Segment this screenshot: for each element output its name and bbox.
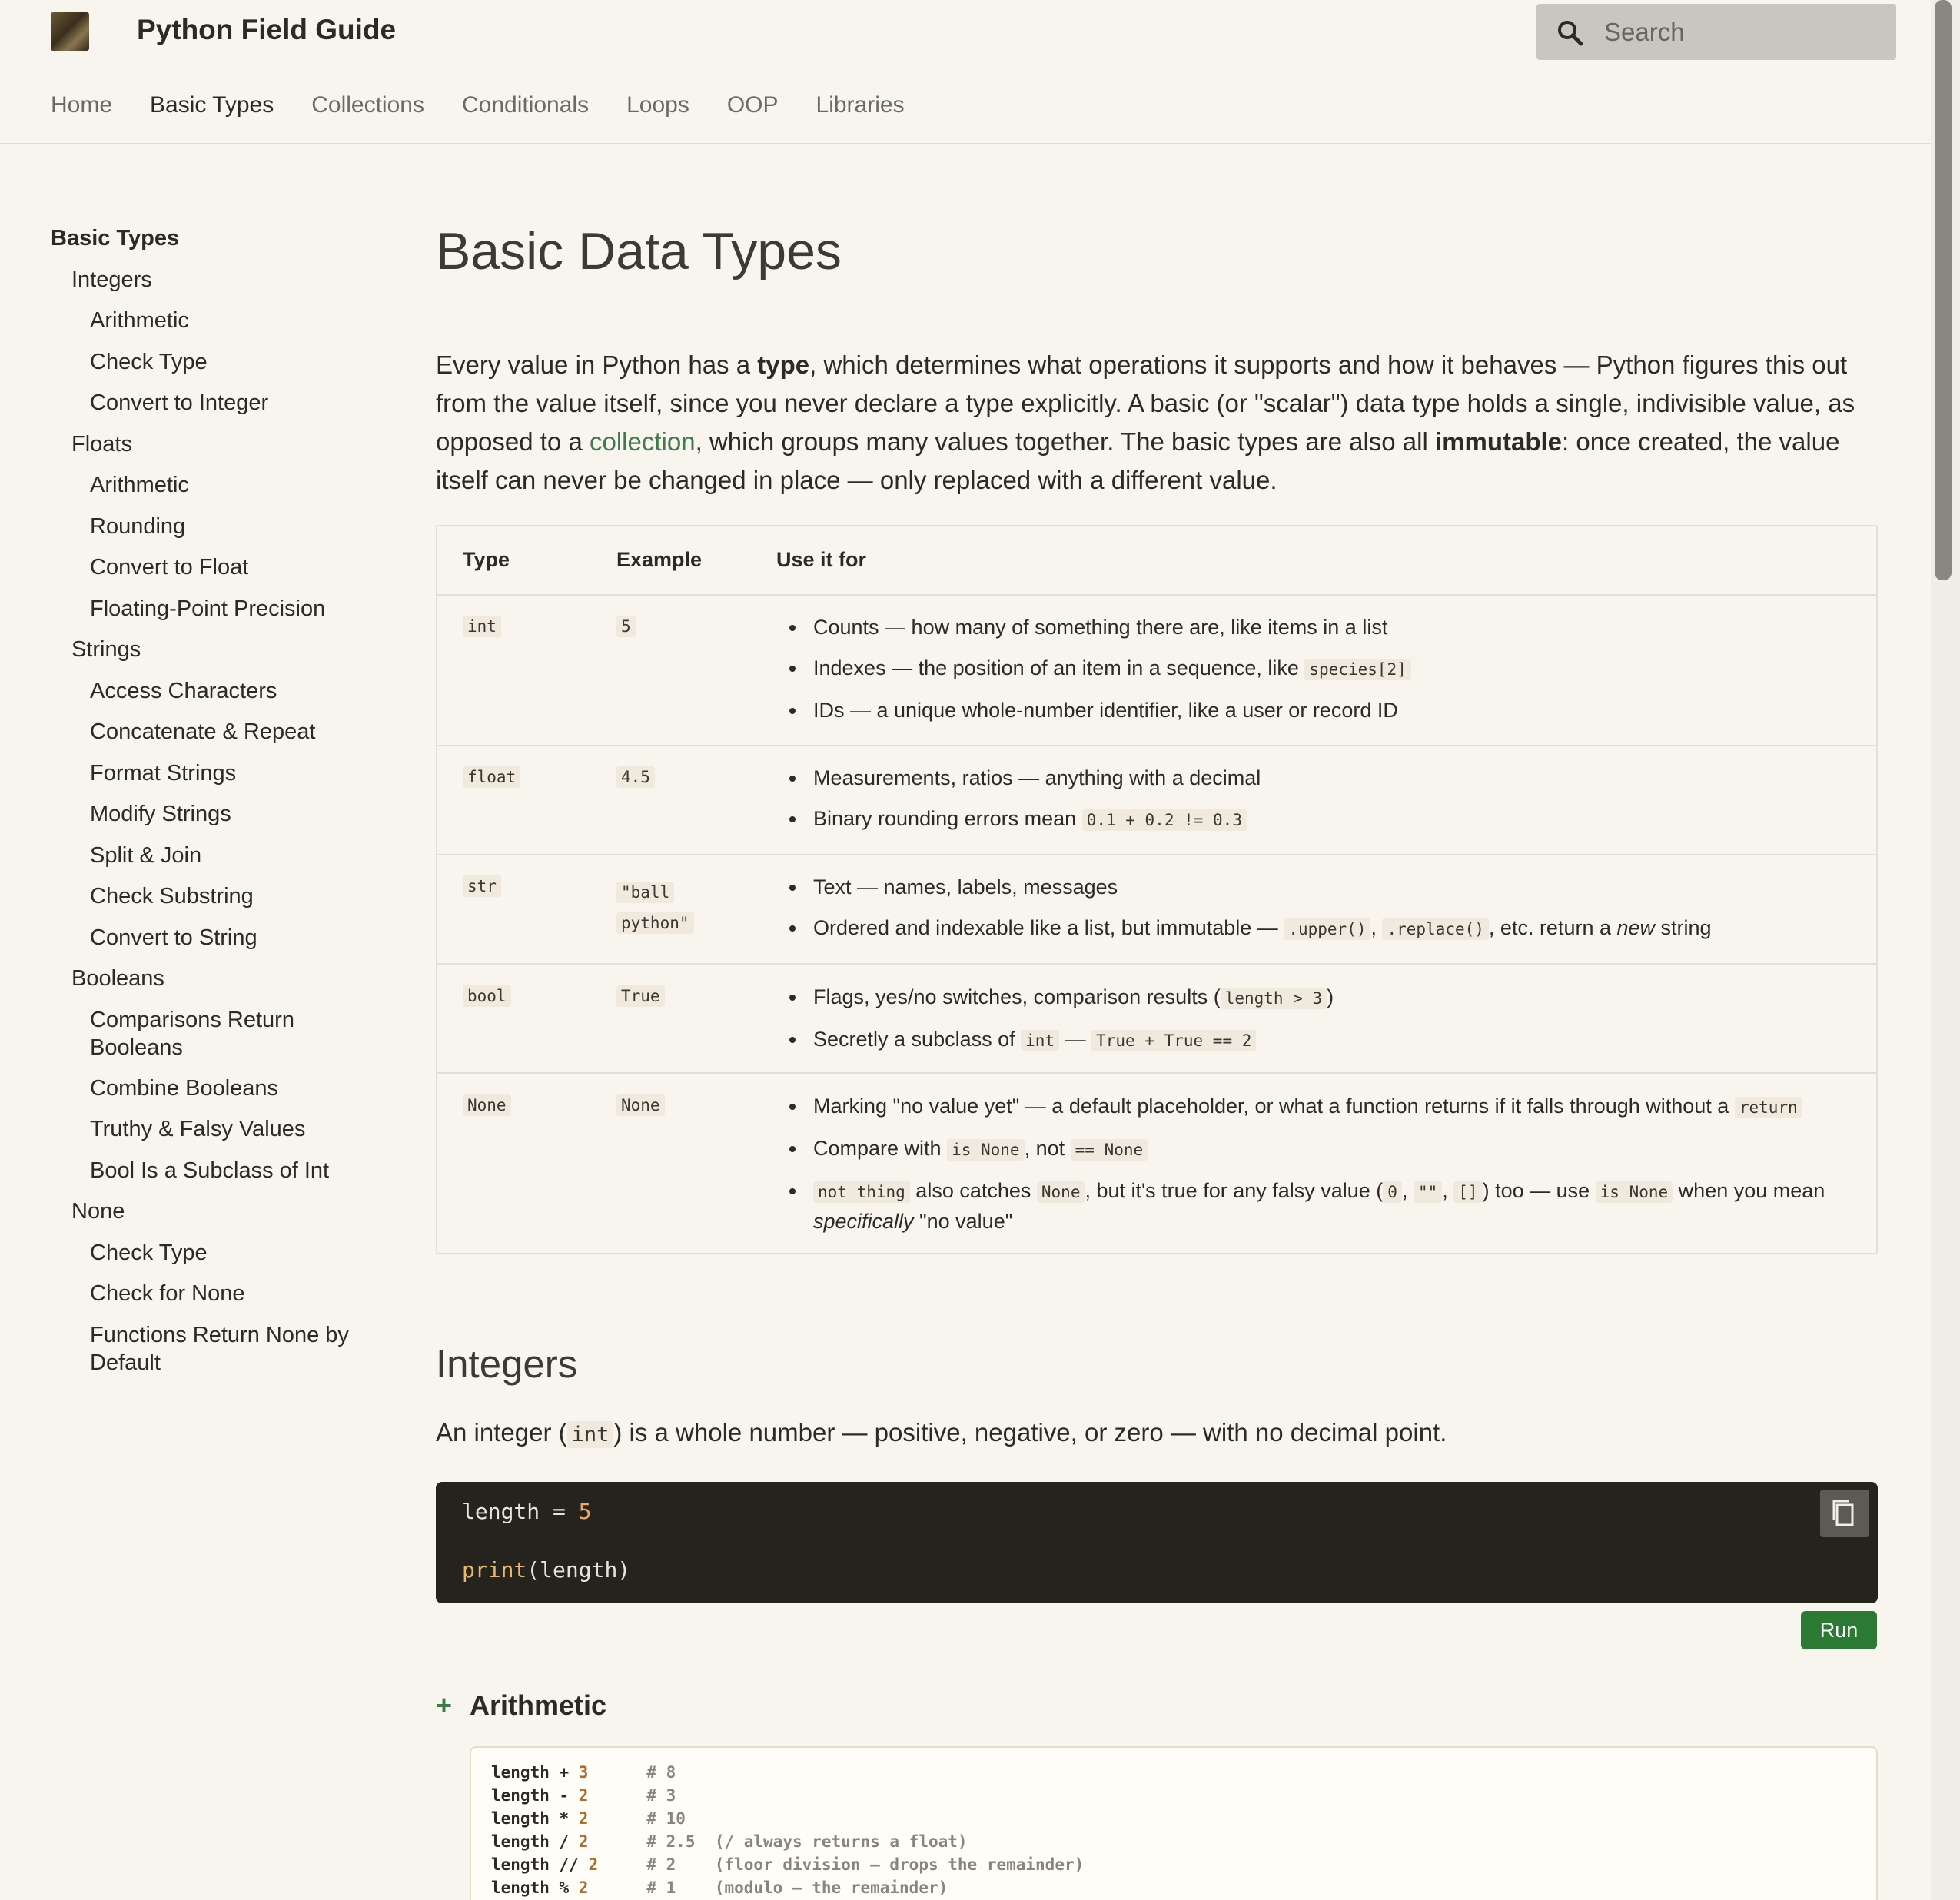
nav-libraries[interactable]: Libraries — [816, 92, 905, 118]
table-cell-type: float — [463, 768, 520, 786]
table-header-use-it-for: Use it for — [776, 548, 867, 571]
intro-paragraph: Every value in Python has a type, which determines what operations it supports and how it behaves — Python figures this out from the value itself, since you never declare a type explicitly. A basic (or "scalar") data type holds a single, indivisible value, as opposed to a collection, which groups many values together. The basic types are also all immutable: once created, the value itself can never be changed in place — only replaced with a different value. — [436, 350, 1855, 494]
table-cell-example: None — [616, 1096, 665, 1114]
sidebar-item-concatenate-repeat[interactable]: Concatenate & Repeat — [90, 719, 316, 744]
search-input[interactable] — [1604, 4, 1881, 60]
sidebar-item-bool-subclass-int[interactable]: Bool Is a Subclass of Int — [90, 1158, 330, 1183]
sidebar-item-basic-types[interactable]: Basic Types — [51, 226, 180, 251]
nav-collections[interactable]: Collections — [311, 92, 424, 118]
code-line: length * 2 # 10 — [491, 1809, 686, 1828]
sidebar-item-int-arithmetic[interactable]: Arithmetic — [90, 308, 189, 333]
code-editor[interactable] — [436, 1482, 1878, 1603]
sidebar-item-int-check-type[interactable]: Check Type — [90, 350, 208, 374]
sidebar-item-split-join[interactable]: Split & Join — [90, 843, 202, 868]
nav-loops[interactable]: Loops — [626, 92, 689, 118]
list-item: IDs — a unique whole-number identifier, like a user or record ID — [776, 696, 1829, 725]
code-line: length + 3 # 8 — [491, 1763, 676, 1782]
table-header-example: Example — [616, 548, 703, 571]
code-line: length // 2 # 2 (floor division — drops the remainder) — [491, 1855, 1085, 1874]
sidebar-item-booleans[interactable]: Booleans — [71, 966, 164, 991]
str-uses-list — [776, 872, 1829, 955]
float-uses-list — [776, 763, 1829, 846]
page-title: Basic Data Types — [436, 222, 842, 281]
sidebar-item-floats[interactable]: Floats — [71, 432, 132, 457]
sidebar-item-check-for-none[interactable]: Check for None — [90, 1281, 245, 1306]
table-cell-type: int — [463, 617, 501, 636]
subsection-heading-arithmetic[interactable]: Arithmetic — [470, 1689, 607, 1721]
list-item: Indexes — the position of an item in a sequence, like species[2] — [776, 653, 1829, 684]
sidebar-item-combine-booleans[interactable]: Combine Booleans — [90, 1076, 279, 1101]
list-item: not thing also catches None , but it's true for any falsy value ( 0 , "" , [] ) too — use is None when you mean specifically "no value" — [776, 1176, 1829, 1236]
sidebar-item-rounding[interactable]: Rounding — [90, 514, 186, 539]
sidebar-item-none[interactable]: None — [71, 1199, 125, 1224]
list-item: Marking "no value yet" — a default placeholder, or what a function returns if it falls through without a return — [776, 1091, 1829, 1122]
code-line: length - 2 # 3 — [491, 1786, 676, 1805]
site-header — [0, 0, 1931, 144]
list-item: Secretly a subclass of int — True + True == 2 — [776, 1025, 1829, 1055]
int-uses-list — [776, 613, 1829, 736]
arithmetic-code-example — [470, 1746, 1878, 1900]
sidebar-item-functions-return-none[interactable]: Functions Return None by Default — [90, 1323, 349, 1375]
sidebar-item-access-characters[interactable]: Access Characters — [90, 679, 277, 703]
section-heading-integers: Integers — [436, 1342, 578, 1386]
nav-home[interactable]: Home — [51, 92, 113, 118]
code-line: length = 5 — [462, 1499, 592, 1524]
none-uses-list — [776, 1091, 1829, 1247]
sidebar-item-convert-to-string[interactable]: Convert to String — [90, 925, 257, 950]
copy-button[interactable] — [1820, 1490, 1869, 1537]
search-box[interactable] — [1536, 4, 1896, 60]
sidebar-item-truthy-falsy[interactable]: Truthy & Falsy Values — [90, 1117, 306, 1141]
sidebar-item-format-strings[interactable]: Format Strings — [90, 761, 237, 786]
list-item: Text — names, labels, messages — [776, 872, 1829, 902]
sidebar-item-convert-to-float[interactable]: Convert to Float — [90, 555, 249, 580]
list-item: Measurements, ratios — anything with a decimal — [776, 763, 1829, 792]
copy-icon — [1820, 1490, 1869, 1537]
site-title[interactable]: Python Field Guide — [137, 14, 397, 45]
nav-basic-types[interactable]: Basic Types — [150, 92, 274, 118]
table-cell-example: True — [616, 987, 665, 1005]
sidebar-item-float-arithmetic[interactable]: Arithmetic — [90, 473, 189, 497]
run-button[interactable]: Run — [1801, 1611, 1877, 1649]
scrollbar-thumb[interactable] — [1935, 0, 1952, 580]
table-cell-type: str — [463, 877, 501, 895]
sidebar-item-floating-point-precision[interactable]: Floating-Point Precision — [90, 596, 326, 621]
table-cell-example: "ball python" — [616, 877, 694, 938]
nav-conditionals[interactable]: Conditionals — [461, 92, 590, 118]
sidebar-item-strings[interactable]: Strings — [71, 637, 141, 662]
code-line: length % 2 # 1 (modulo — the remainder) — [491, 1878, 948, 1897]
bool-uses-list — [776, 982, 1829, 1067]
sidebar-item-modify-strings[interactable]: Modify Strings — [90, 802, 231, 826]
sidebar-item-none-check-type[interactable]: Check Type — [90, 1241, 208, 1265]
sidebar-item-check-substring[interactable]: Check Substring — [90, 884, 254, 908]
list-item: Counts — how many of something there are, like items in a list — [776, 613, 1829, 642]
sidebar-item-convert-to-integer[interactable]: Convert to Integer — [90, 390, 269, 415]
main-nav — [51, 92, 942, 118]
list-item: Compare with is None , not == None — [776, 1134, 1829, 1164]
basic-types-table — [436, 525, 1878, 1254]
table-cell-type: bool — [463, 987, 511, 1005]
nav-oop[interactable]: OOP — [726, 92, 779, 118]
sidebar-item-integers[interactable]: Integers — [71, 267, 152, 292]
search-icon — [1555, 18, 1586, 48]
collection-link[interactable]: collection — [590, 427, 696, 456]
table-header-type: Type — [463, 548, 510, 571]
table-cell-example: 4.5 — [616, 768, 655, 786]
integers-description: An integer ( int ) is a whole number — positive, negative, or zero — with no decimal point. — [436, 1418, 1447, 1447]
code-line: length / 2 # 2.5 (/ always returns a float) — [491, 1832, 968, 1851]
list-item: Flags, yes/no switches, comparison results ( length > 3 ) — [776, 982, 1829, 1013]
table-cell-example: 5 — [616, 617, 636, 636]
expand-icon[interactable]: + — [436, 1689, 453, 1721]
list-item: Ordered and indexable like a list, but immutable — .upper() , .replace() , etc. return a new string — [776, 913, 1829, 944]
sidebar-item-comparisons-return-booleans[interactable]: Comparisons Return Booleans — [90, 1008, 294, 1060]
list-item: Binary rounding errors mean 0.1 + 0.2 != 0.3 — [776, 804, 1829, 835]
site-logo[interactable] — [51, 12, 89, 51]
code-line: print(length) — [462, 1557, 631, 1583]
table-cell-type: None — [463, 1096, 511, 1114]
